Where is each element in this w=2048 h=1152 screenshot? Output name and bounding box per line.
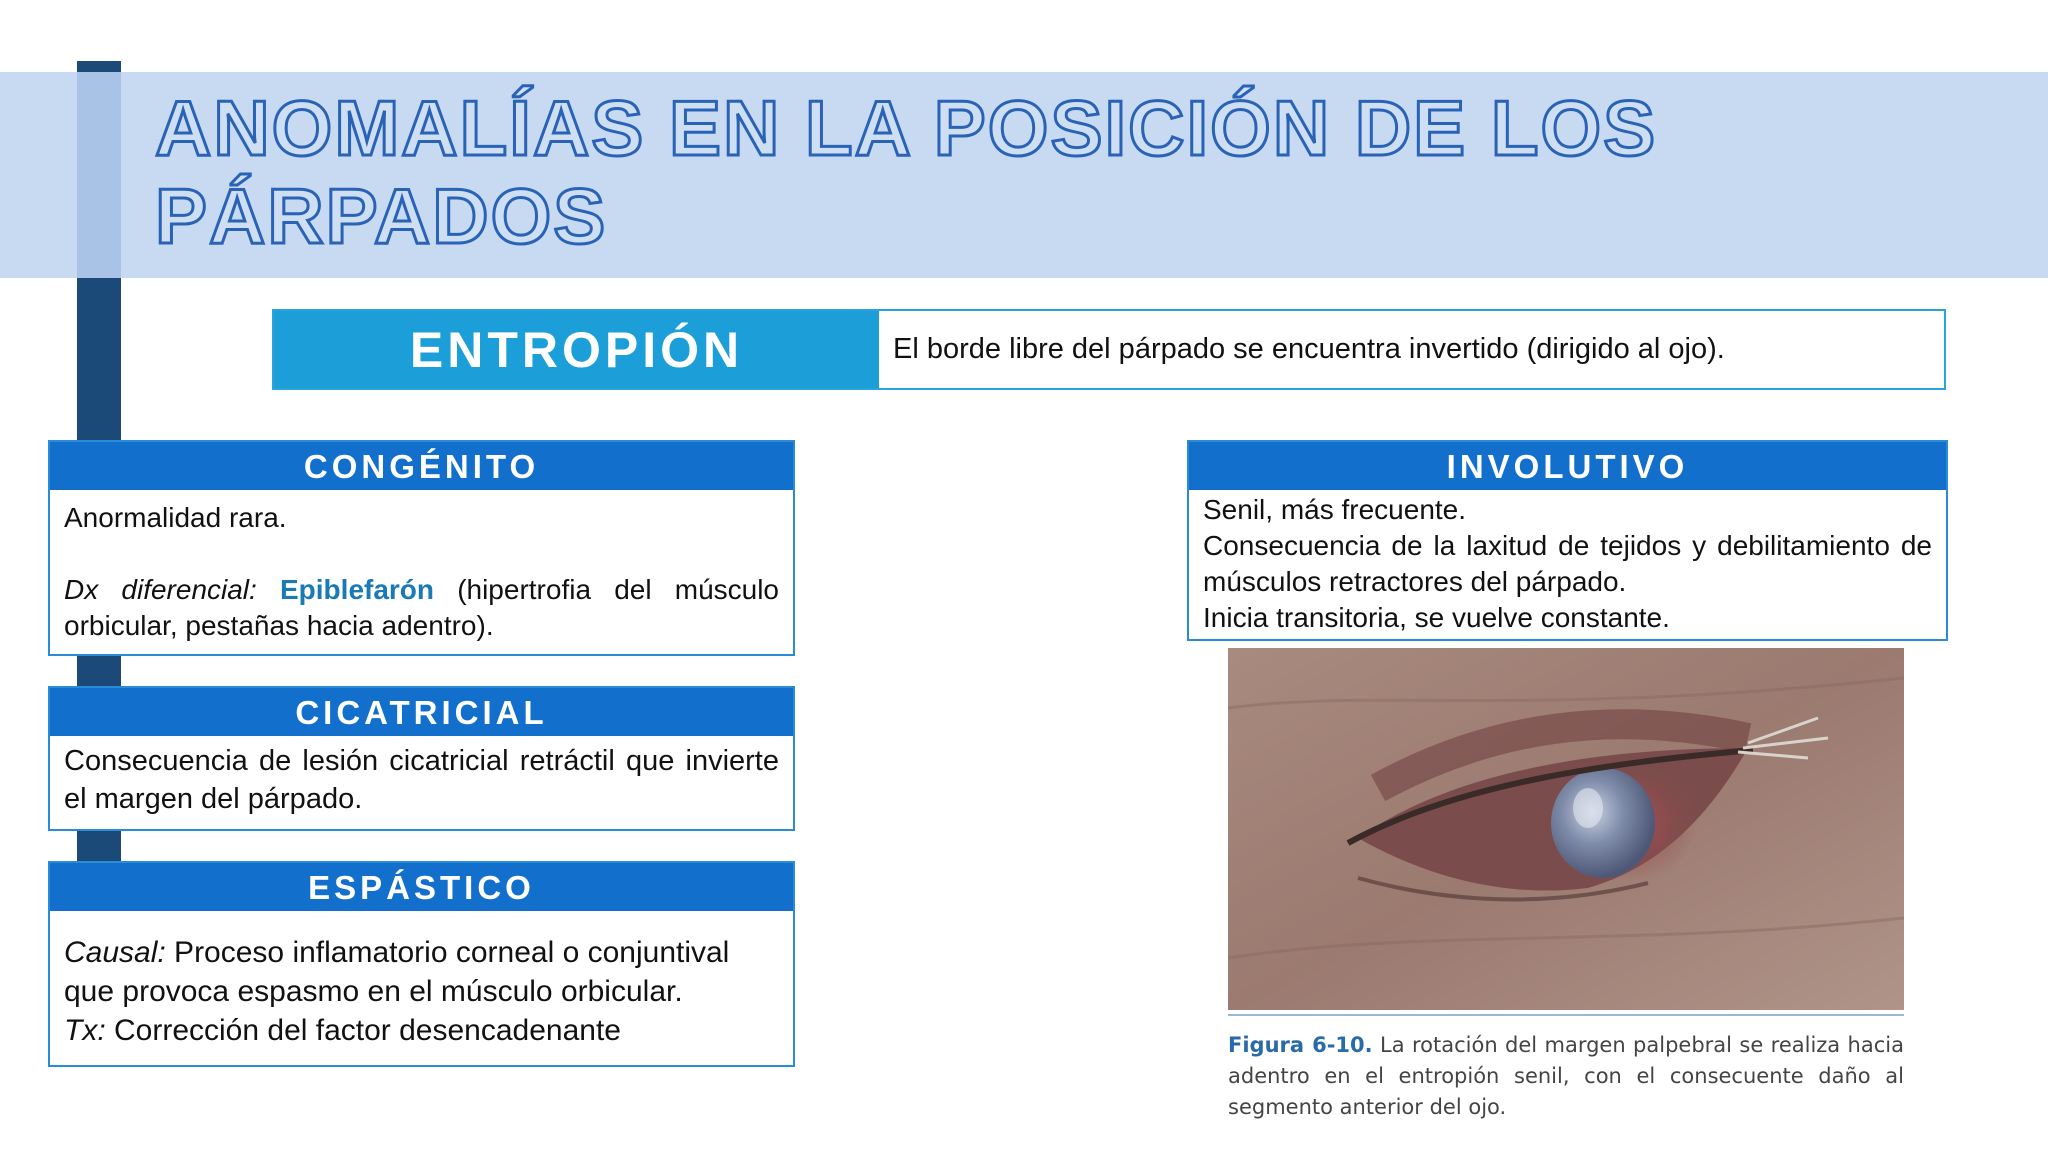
figure-caption [1228, 1030, 1904, 1123]
espastico-causal-label: Causal: [64, 936, 166, 969]
cicatricial-card [48, 686, 795, 831]
slide-title-line2: PÁRPADOS [155, 172, 608, 260]
congenito-dx-term: Epiblefarón [280, 574, 435, 605]
espastico-heading: ESPÁSTICO [50, 863, 793, 911]
cicatricial-body [50, 736, 793, 826]
entropion-definition-box [272, 309, 1946, 390]
involutivo-line1: Senil, más frecuente. [1203, 494, 1467, 525]
espastico-tx-label: Tx: [64, 1014, 106, 1047]
espastico-card [48, 861, 795, 1067]
cicatricial-heading: CICATRICIAL [50, 688, 793, 736]
espastico-tx [64, 1011, 779, 1050]
espastico-tx-text: Corrección del factor desencadenante [105, 1014, 621, 1047]
espastico-causal [64, 933, 779, 1011]
figure-caption-text: La rotación del margen palpebral se realiza hacia adentro en el entropión senil, con el consecuente daño al segmento anterior del ojo. [1228, 1033, 1904, 1119]
espastico-causal-text: Proceso inflamatorio corneal o conjuntival que provoca espasmo en el músculo orbicular. [64, 936, 730, 1008]
caption-divider [1228, 1014, 1904, 1016]
congenito-card [48, 440, 795, 656]
involutivo-line2: Consecuencia de la laxitud de tejidos y debilitamiento de músculos retractores del párpado. [1203, 530, 1932, 597]
involutivo-heading: INVOLUTIVO [1189, 442, 1946, 490]
slide-title-line1: ANOMALÍAS EN LA POSICIÓN DE LOS [155, 84, 1658, 172]
congenito-line1: Anormalidad rara. [64, 502, 287, 533]
entropion-label: ENTROPIÓN [274, 311, 879, 388]
espastico-body [50, 911, 793, 1058]
entropion-definition: El borde libre del párpado se encuentra invertido (dirigido al ojo). [893, 333, 1725, 365]
congenito-body [50, 490, 793, 652]
figure-number: Figura 6-10. [1228, 1033, 1373, 1057]
congenito-dx [64, 572, 779, 644]
involutivo-line3: Inicia transitoria, se vuelve constante. [1203, 602, 1670, 633]
cicatricial-text: Consecuencia de lesión cicatricial retráctil que invierte el margen del párpado. [64, 745, 779, 815]
slide-title [155, 84, 1955, 260]
congenito-heading: CONGÉNITO [50, 442, 793, 490]
involutivo-body [1189, 490, 1946, 644]
decorative-vertical-bar-highlight [77, 72, 121, 278]
congenito-dx-label: Dx diferencial: [64, 574, 257, 605]
congenito-dx-rest: (hipertrofia del músculo orbicular, pestañas hacia adentro). [64, 574, 780, 641]
involutivo-card [1187, 440, 1948, 641]
eye-photo [1228, 648, 1904, 1010]
